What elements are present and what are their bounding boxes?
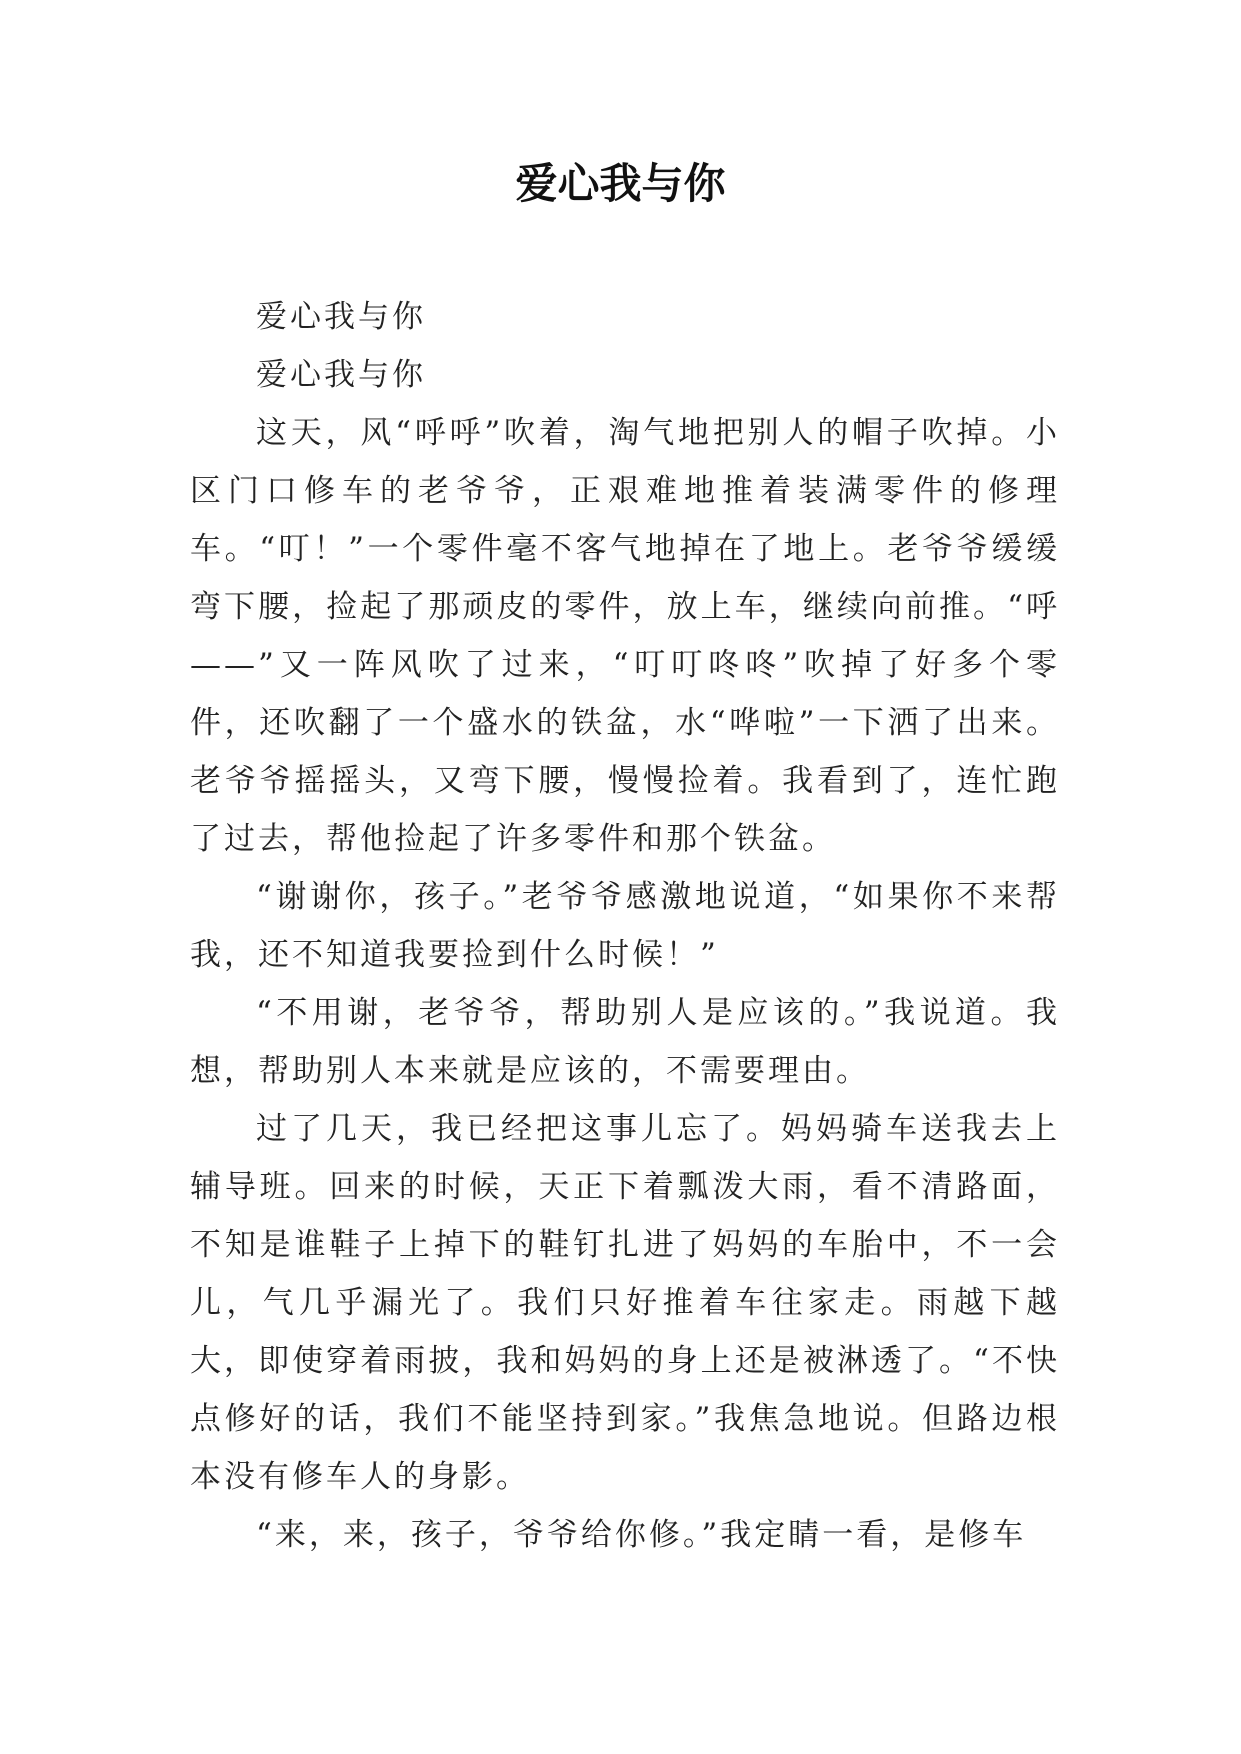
paragraph: “不用谢，老爷爷，帮助别人是应该的。”我说道。我想，帮助别人本来就是应该的，不需要理由。: [190, 995, 1060, 1089]
paragraph: 这天，风“呼呼”吹着，淘气地把别人的帽子吹掉。小区门口修车的老爷爷，正艰难地推着装满零件的修理车。“叮！”一个零件毫不客气地掉在了地上。老爷爷缓缓弯下腰，捡起了那顽皮的零件，放上车，继续向前推。“呼——”又一阵风吹了过来，“叮叮咚咚”吹掉了好多个零件，还吹翻了一个盛水的铁盆，水“哗啦”一下洒了出来。老爷爷摇摇头，又弯下腰，慢慢捡着。我看到了，连忙跑了过去，帮他捡起了许多零件和那个铁盆。: [190, 415, 1060, 857]
document-body: [190, 288, 1060, 1564]
paragraph: 爱心我与你: [256, 299, 426, 335]
paragraph: 过了几天，我已经把这事儿忘了。妈妈骑车送我去上辅导班。回来的时候，天正下着瓢泼大雨，看不清路面，不知是谁鞋子上掉下的鞋钉扎进了妈妈的车胎中，不一会儿，气几乎漏光了。我们只好推着车往家走。雨越下越大，即使穿着雨披，我和妈妈的身上还是被淋透了。“不快点修好的话，我们不能坚持到家。”我焦急地说。但路边根本没有修车人的身影。: [190, 1111, 1060, 1495]
document-title: 爱心我与你: [515, 159, 726, 208]
paragraph: “谢谢你，孩子。”老爷爷感激地说道，“如果你不来帮我，还不知道我要捡到什么时候！”: [190, 879, 1060, 973]
paragraph: “来，来，孩子，爷爷给你修。”我定睛一看，是修车: [256, 1517, 1027, 1553]
paragraph: 爱心我与你: [256, 357, 426, 393]
